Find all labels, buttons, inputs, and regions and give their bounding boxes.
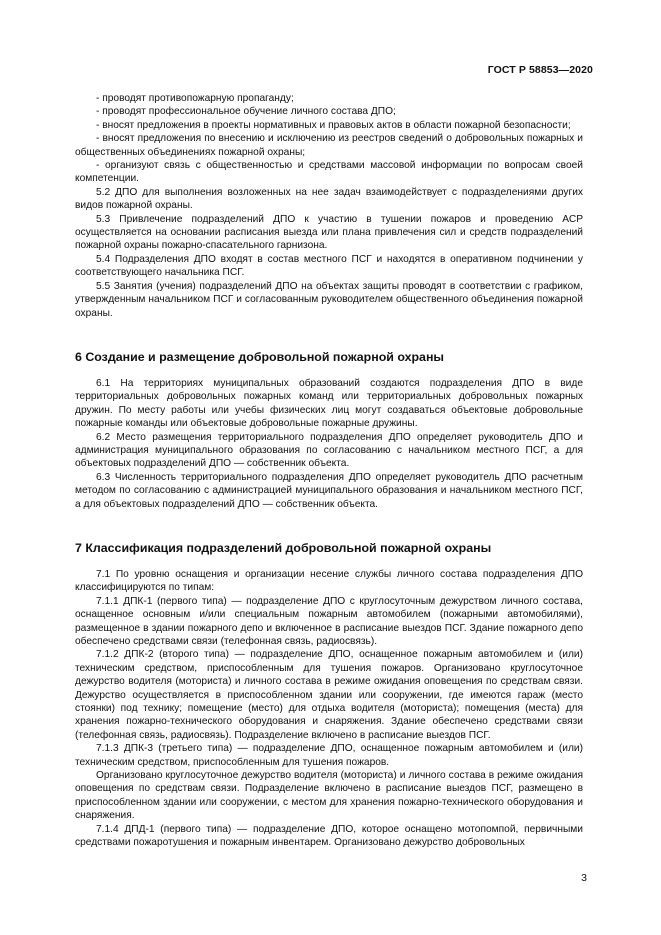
document-body — [75, 92, 583, 850]
list-item: - вносят предложения по внесению и исключению из реестров сведений о добровольных пожарных и общественных объединениях пожарной охраны; — [75, 133, 583, 158]
page-number: 3 — [581, 872, 587, 884]
document-code: ГОСТ Р 58853—2020 — [487, 64, 593, 76]
clause-6-3: 6.3 Численность территориального подразделения ДПО определяет руководитель ДПО расчетным методом по согласованию с администрацией муниципального образования и начальником местного ПСГ, а для объектовых подразделений ДПО — собственник объекта. — [75, 471, 583, 510]
section-6-heading: 6 Создание и размещение добровольной пожарной охраны — [75, 349, 445, 364]
clause-5-3: 5.3 Привлечение подразделений ДПО к участию в тушении пожаров и проведению АСР осуществляется на основании расписания выезда или плана привлечения сил и средств подразделений пожарной охраны пожарно-спасательного гарнизона. — [75, 213, 583, 252]
clause-6-2: 6.2 Место размещения территориального подразделения ДПО определяет руководитель ДПО и администрация муниципального образования по согласованию с начальником местного ПСГ, а для объектовых подразделений ДПО — собственник объекта. — [75, 431, 583, 470]
list-item: - вносят предложения в проекты нормативных и правовых актов в области пожарной безопасности; — [96, 119, 571, 131]
list-item: - организуют связь с общественностью и средствами массовой информации по вопросам своей компетенции. — [75, 160, 583, 185]
heading-spacer — [75, 556, 583, 568]
clause-7-1-2: 7.1.2 ДПК-2 (второго типа) — подразделение ДПО, оснащенное пожарным автомобилем и (или) техническим средством, приспособленным для тушения пожаров. Организовано круглосуточное дежурство водителя (моториста) и личного состава в режиме ожидания оповещения по средствам связи. Дежурство осуществляется в приспособленном здании или сооружении, где имеются гараж (место стоянки) под технику; помещение (место) для отдыха водителя (моториста); помещения (места) для хранения пожарно-технического оборудования и снаряжения. Здание обеспечено средствами связи (телефонная связь, радиосвязь). Подразделение включено в расписание выездов ПСГ. — [75, 649, 583, 741]
heading-spacer — [75, 365, 583, 377]
clause-7-1-4: 7.1.4 ДПД-1 (первого типа) — подразделение ДПО, которое оснащено мотопомпой, первичными средствами пожаротушения и пожарным инвентарем. Организовано дежурство добровольных — [75, 823, 583, 849]
clause-7-1-3-continued: Организовано круглосуточное дежурство водителя (моториста) и личного состава в режиме ожидания оповещения по средствам связи. Подразделение включено в расписание выездов ПСГ, размещено в приспособленном здании или сооружении, с местом для хранения пожарно-технического оборудования и снаряжения. — [75, 770, 583, 822]
clause-7-1: 7.1 По уровню оснащения и организации несение службы личного состава подразделения ДПО классифицируются по типам: — [75, 568, 583, 594]
clause-5-2: 5.2 ДПО для выполнения возложенных на нее задач взаимодействует с подразделениями других видов пожарной охраны. — [75, 186, 583, 212]
clause-5-5: 5.5 Занятия (учения) подразделений ДПО на объектах защиты проводят в соответствии с графиком, утвержденным начальником ПСГ и согласованным руководителем общественного объединения пожарной охраны. — [75, 280, 583, 319]
section-7-heading: 7 Классификация подразделений добровольной пожарной охраны — [75, 540, 492, 555]
clause-5-4: 5.4 Подразделения ДПО входят в состав местного ПСГ и находятся в оперативном подчинении у соответствующего начальника ПСГ. — [75, 253, 583, 279]
clause-7-1-3: 7.1.3 ДПК-3 (третьего типа) — подразделение ДПО, оснащенное пожарным автомобилем и (или) техническим средством, приспособленным для тушения пожаров. — [75, 743, 583, 768]
list-item: - проводят профессиональное обучение личного состава ДПО; — [96, 106, 396, 118]
section-spacer — [75, 511, 583, 541]
clause-7-1-1: 7.1.1 ДПК-1 (первого типа) — подразделение ДПО с круглосуточным дежурством личного состава, оснащенное основным и/или специальным пожарным автомобилем (пожарными автомобилями), размещенное в здании пожарного депо и включенное в расписание выездов ПСГ. Здание пожарного депо обеспечено средствами связи (телефонная связь, радиосвязь). — [75, 595, 583, 647]
clause-6-1: 6.1 На территориях муниципальных образований создаются подразделения ДПО в виде территориальных добровольных пожарных команд или территориальных добровольных пожарных дружин. По месту работы или учебы физических лиц могут создаваться объектовые добровольные пожарные команды или объектовые добровольные пожарные дружины. — [75, 377, 583, 430]
list-item: - проводят противопожарную пропаганду; — [96, 93, 294, 104]
section-spacer — [75, 320, 583, 350]
